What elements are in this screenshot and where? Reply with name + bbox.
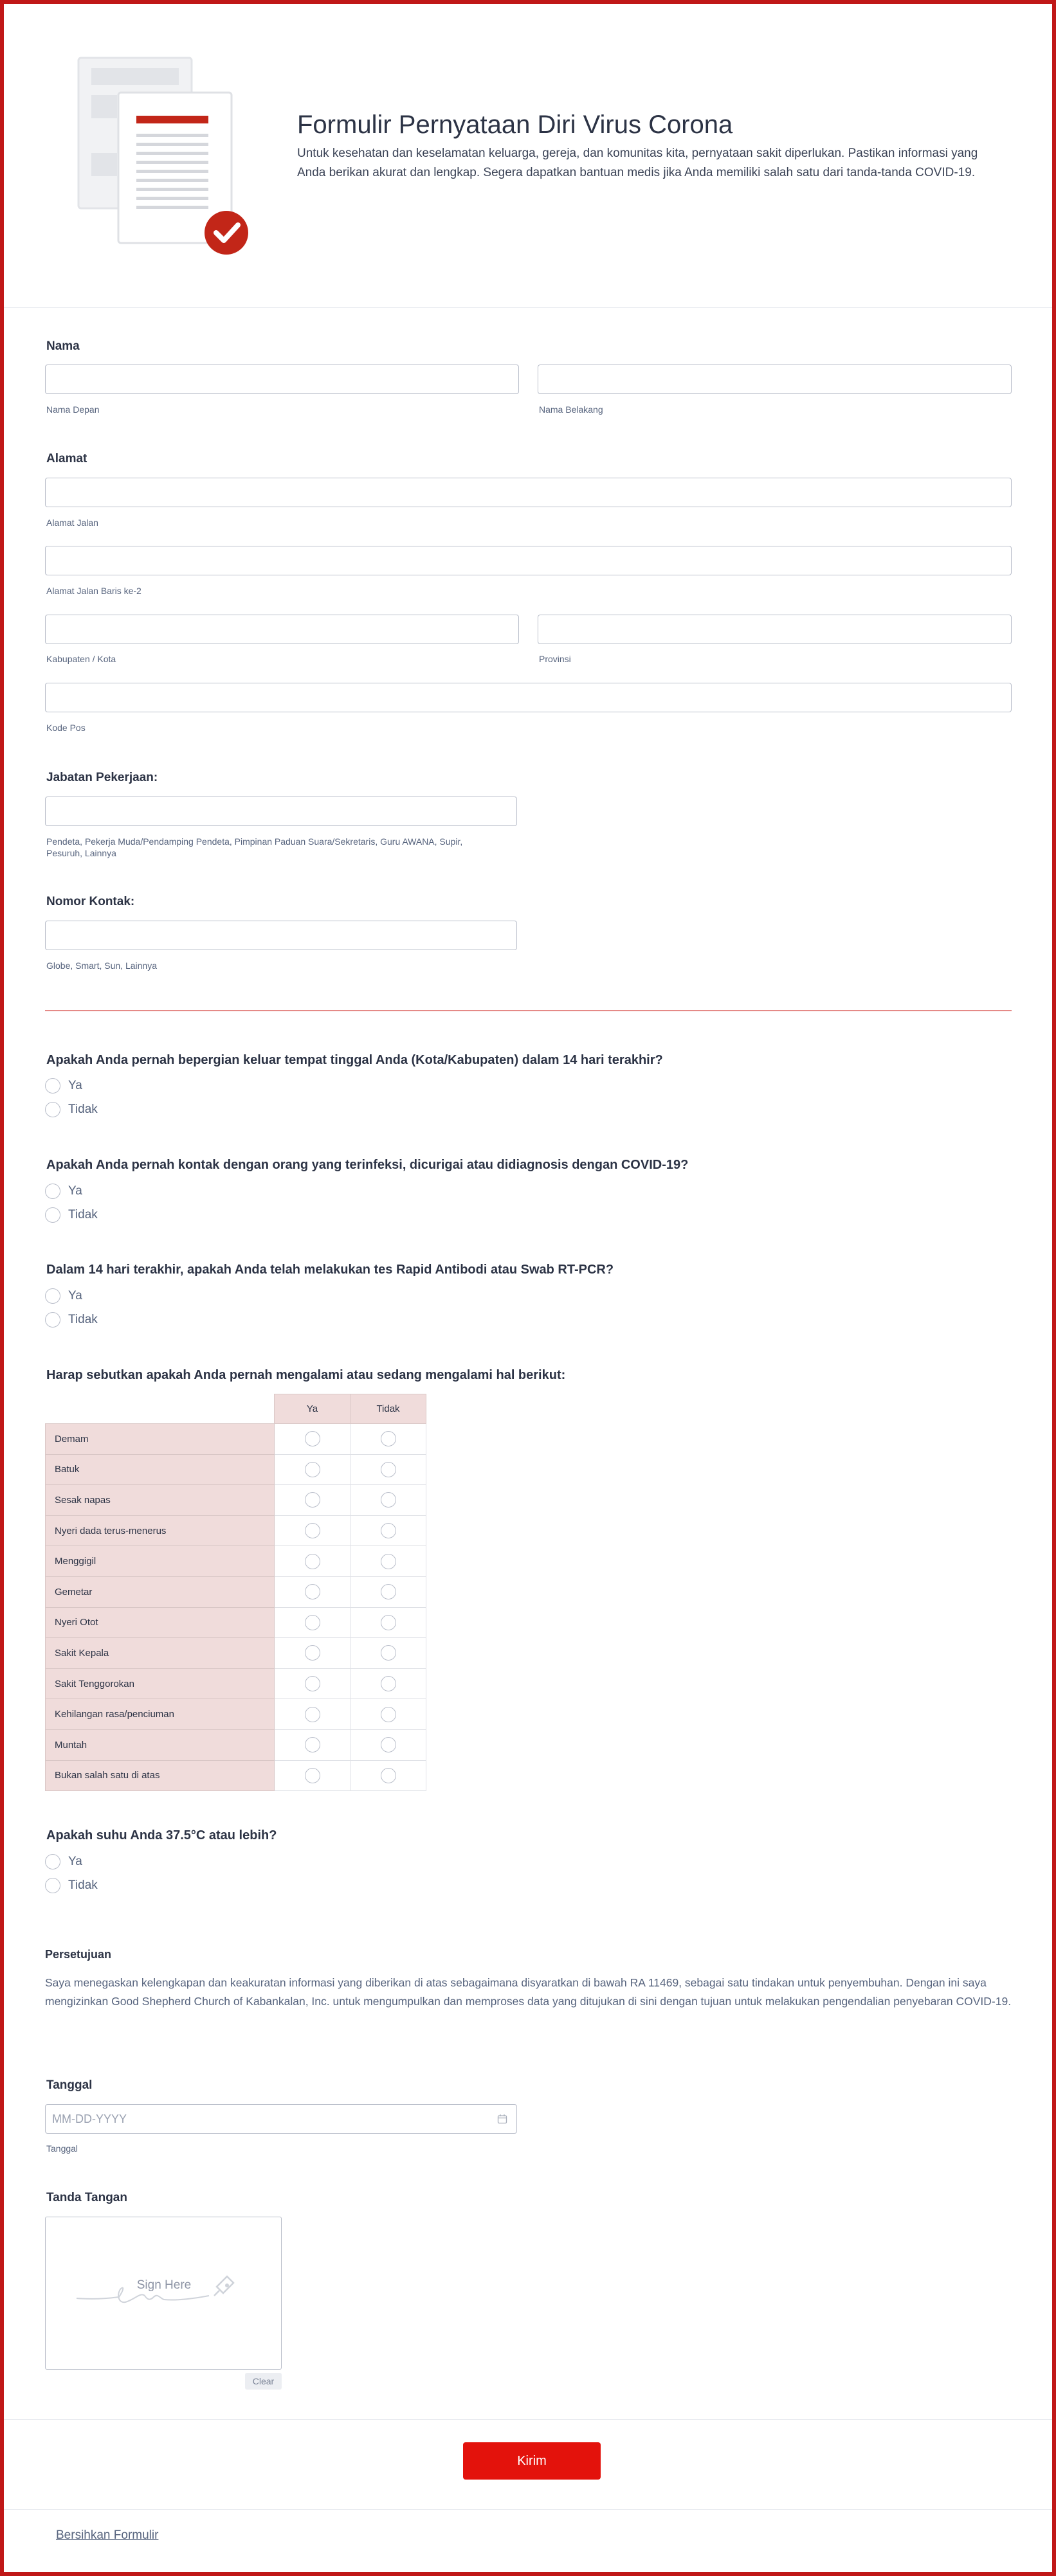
matrix-row-label: Nyeri dada terus-menerus — [46, 1515, 275, 1546]
question-temperature-title: Apakah suhu Anda 37.5°C atau lebih? — [46, 1828, 277, 1842]
form-document-icon — [77, 57, 251, 257]
date-input[interactable] — [45, 2104, 517, 2134]
radio-button[interactable] — [305, 1584, 320, 1599]
matrix-cell-yes[interactable] — [275, 1760, 350, 1791]
consent-text: Saya menegaskan kelengkapan dan keakuratan informasi yang diberikan di atas sebagaimana disyaratkan di bawah RA 11469, sebagai satu tindakan untuk penyembuhan. Dengan ini saya mengizinkan Good Shepherd Church of Kabankalan, Inc. untuk mengumpulkan dan memproses data yang ditujukan di sini dengan tujuan untuk melakukan pengendalian penyebaran COVID-19. — [45, 1976, 1012, 2008]
name-label: Nama — [46, 339, 80, 353]
radio-button[interactable] — [45, 1207, 60, 1223]
radio-button[interactable] — [45, 1312, 60, 1328]
radio-button[interactable] — [381, 1492, 396, 1508]
question-contact-title: Apakah Anda pernah kontak dengan orang yang terinfeksi, dicurigai atau didiagnosis dengan COVID-19? — [46, 1158, 689, 1172]
radio-button[interactable] — [45, 1102, 60, 1117]
matrix-cell-yes[interactable] — [275, 1729, 350, 1760]
date-label: Tanggal — [46, 2078, 93, 2092]
street-address-sublabel: Alamat Jalan — [46, 518, 98, 528]
radio-button[interactable] — [381, 1615, 396, 1630]
radio-button[interactable] — [305, 1676, 320, 1691]
contact-number-input[interactable] — [45, 921, 517, 950]
matrix-cell-yes[interactable] — [275, 1546, 350, 1577]
option-label: Ya — [68, 1855, 82, 1868]
question-contact-yes-option[interactable] — [45, 1184, 82, 1199]
matrix-row — [46, 1607, 426, 1638]
radio-button[interactable] — [381, 1676, 396, 1691]
matrix-cell-no[interactable] — [350, 1485, 426, 1516]
matrix-cell-no[interactable] — [350, 1699, 426, 1730]
option-label: Tidak — [68, 1313, 98, 1326]
radio-button[interactable] — [381, 1584, 396, 1599]
question-travel-title: Apakah Anda pernah bepergian keluar tempat tinggal Anda (Kota/Kabupaten) dalam 14 hari terakhir? — [46, 1053, 663, 1067]
radio-button[interactable] — [381, 1645, 396, 1661]
question-travel-yes-option[interactable] — [45, 1078, 82, 1094]
radio-button[interactable] — [305, 1615, 320, 1630]
option-label: Ya — [68, 1079, 82, 1092]
matrix-row — [46, 1424, 426, 1455]
signature-hint: Sign Here — [136, 2278, 192, 2292]
radio-button[interactable] — [381, 1462, 396, 1477]
matrix-cell-no[interactable] — [350, 1546, 426, 1577]
matrix-row-label: Kehilangan rasa/penciuman — [46, 1699, 275, 1730]
question-test-title: Dalam 14 hari terakhir, apakah Anda telah melakukan tes Rapid Antibodi atau Swab RT-PCR? — [46, 1263, 614, 1277]
submit-button[interactable]: Kirim — [463, 2442, 601, 2480]
radio-button[interactable] — [381, 1554, 396, 1569]
question-test-yes-option[interactable] — [45, 1288, 82, 1304]
matrix-cell-yes[interactable] — [275, 1699, 350, 1730]
job-title-hint: Pendeta, Pekerja Muda/Pendamping Pendeta, Pimpinan Paduan Suara/Sekretaris, Guru AWANA, Supir, Pesuruh, Lainnya — [46, 836, 463, 858]
job-title-label: Jabatan Pekerjaan: — [46, 771, 158, 784]
radio-button[interactable] — [381, 1768, 396, 1783]
matrix-row-label: Sakit Kepala — [46, 1638, 275, 1669]
symptoms-title: Harap sebutkan apakah Anda pernah mengalami atau sedang mengalami hal berikut: — [46, 1368, 566, 1382]
option-label: Tidak — [68, 1878, 98, 1892]
matrix-cell-no[interactable] — [350, 1638, 426, 1669]
matrix-cell-no[interactable] — [350, 1729, 426, 1760]
header-divider — [4, 307, 1052, 308]
matrix-row — [46, 1454, 426, 1485]
matrix-cell-no[interactable] — [350, 1424, 426, 1455]
city-input[interactable] — [45, 615, 519, 644]
matrix-cell-yes[interactable] — [275, 1576, 350, 1607]
city-sublabel: Kabupaten / Kota — [46, 654, 116, 664]
address-label: Alamat — [46, 452, 87, 465]
matrix-row-label: Menggigil — [46, 1546, 275, 1577]
signature-scribble-icon — [74, 2270, 248, 2311]
matrix-row-label: Gemetar — [46, 1576, 275, 1607]
matrix-col-yes: Ya — [275, 1394, 350, 1424]
calendar-icon[interactable] — [497, 2114, 507, 2124]
matrix-row — [46, 1546, 426, 1577]
option-label: Ya — [68, 1184, 82, 1198]
radio-button[interactable] — [305, 1492, 320, 1508]
matrix-row-label: Sesak napas — [46, 1485, 275, 1516]
matrix-row — [46, 1638, 426, 1669]
matrix-col-no: Tidak — [350, 1394, 426, 1424]
matrix-cell-no[interactable] — [350, 1515, 426, 1546]
radio-button[interactable] — [305, 1768, 320, 1783]
matrix-row — [46, 1485, 426, 1516]
matrix-cell-yes[interactable] — [275, 1668, 350, 1699]
question-temperature-no-option[interactable] — [45, 1878, 98, 1893]
option-label: Tidak — [68, 1103, 98, 1116]
radio-button[interactable] — [305, 1431, 320, 1446]
radio-button[interactable] — [45, 1878, 60, 1893]
matrix-cell-yes[interactable] — [275, 1515, 350, 1546]
matrix-row — [46, 1576, 426, 1607]
matrix-row-label: Demam — [46, 1424, 275, 1455]
matrix-row — [46, 1515, 426, 1546]
matrix-row — [46, 1668, 426, 1699]
contact-hint: Globe, Smart, Sun, Lainnya — [46, 960, 157, 971]
matrix-cell-yes[interactable] — [275, 1485, 350, 1516]
radio-button[interactable] — [381, 1737, 396, 1752]
option-label: Ya — [68, 1289, 82, 1302]
signature-pad[interactable] — [45, 2217, 282, 2370]
matrix-corner — [46, 1394, 275, 1424]
matrix-cell-no[interactable] — [350, 1760, 426, 1791]
question-travel-no-option[interactable] — [45, 1102, 98, 1117]
question-contact-no-option[interactable] — [45, 1207, 98, 1223]
contact-label: Nomor Kontak: — [46, 895, 135, 908]
radio-button[interactable] — [305, 1523, 320, 1538]
radio-button[interactable] — [381, 1431, 396, 1446]
question-temperature-yes-option[interactable] — [45, 1854, 82, 1869]
first-name-input[interactable] — [45, 365, 519, 394]
radio-button[interactable] — [381, 1707, 396, 1722]
matrix-cell-no[interactable] — [350, 1576, 426, 1607]
matrix-row-label: Sakit Tenggorokan — [46, 1668, 275, 1699]
date-sublabel: Tanggal — [46, 2143, 78, 2154]
date-placeholder: MM-DD-YYYY — [52, 2112, 127, 2125]
radio-button[interactable] — [45, 1854, 60, 1869]
radio-button[interactable] — [45, 1078, 60, 1094]
question-test-no-option[interactable] — [45, 1312, 98, 1328]
matrix-cell-no[interactable] — [350, 1607, 426, 1638]
matrix-cell-yes[interactable] — [275, 1454, 350, 1485]
radio-button[interactable] — [45, 1288, 60, 1304]
footer-divider-top — [4, 2419, 1052, 2420]
matrix-row — [46, 1699, 426, 1730]
form-description: Untuk kesehatan dan keselamatan keluarga, gereja, dan komunitas kita, pernyataan sakit diperlukan. Pastikan informasi yang Anda berikan akurat dan lengkap. Segera dapatkan bantuan medis jika Anda memiliki salah satu dari tanda-tanda COVID-19. — [297, 147, 978, 179]
matrix-cell-yes[interactable] — [275, 1424, 350, 1455]
matrix-row-label: Bukan salah satu di atas — [46, 1760, 275, 1791]
matrix-cell-no[interactable] — [350, 1454, 426, 1485]
section-divider — [45, 1010, 1012, 1011]
radio-button[interactable] — [305, 1645, 320, 1661]
street-address-2-input[interactable] — [45, 546, 1012, 575]
matrix-row-label: Batuk — [46, 1454, 275, 1485]
matrix-row — [46, 1729, 426, 1760]
matrix-cell-yes[interactable] — [275, 1638, 350, 1669]
street-address-2-sublabel: Alamat Jalan Baris ke-2 — [46, 586, 141, 596]
province-sublabel: Provinsi — [539, 654, 571, 664]
last-name-sublabel: Nama Belakang — [539, 404, 603, 415]
clear-form-link[interactable]: Bersihkan Formulir — [56, 2528, 159, 2542]
matrix-row-label: Muntah — [46, 1729, 275, 1760]
signature-label: Tanda Tangan — [46, 2191, 127, 2204]
postal-code-sublabel: Kode Pos — [46, 723, 86, 733]
last-name-input[interactable] — [538, 365, 1012, 394]
radio-button[interactable] — [45, 1184, 60, 1199]
matrix-cell-yes[interactable] — [275, 1607, 350, 1638]
postal-code-input[interactable] — [45, 683, 1012, 712]
radio-button[interactable] — [305, 1462, 320, 1477]
radio-button[interactable] — [305, 1554, 320, 1569]
radio-button[interactable] — [305, 1707, 320, 1722]
symptoms-matrix — [45, 1394, 426, 1791]
province-input[interactable] — [538, 615, 1012, 644]
form-title: Formulir Pernyataan Diri Virus Corona — [297, 111, 733, 139]
radio-button[interactable] — [381, 1523, 396, 1538]
clear-signature-button[interactable]: Clear — [245, 2373, 282, 2390]
option-label: Tidak — [68, 1208, 98, 1221]
first-name-sublabel: Nama Depan — [46, 404, 100, 415]
matrix-row-label: Nyeri Otot — [46, 1607, 275, 1638]
job-title-input[interactable] — [45, 797, 517, 826]
footer-divider-bottom — [4, 2509, 1052, 2510]
matrix-cell-no[interactable] — [350, 1668, 426, 1699]
street-address-input[interactable] — [45, 478, 1012, 507]
radio-button[interactable] — [305, 1737, 320, 1752]
matrix-row — [46, 1760, 426, 1791]
consent-title: Persetujuan — [45, 1948, 112, 1961]
